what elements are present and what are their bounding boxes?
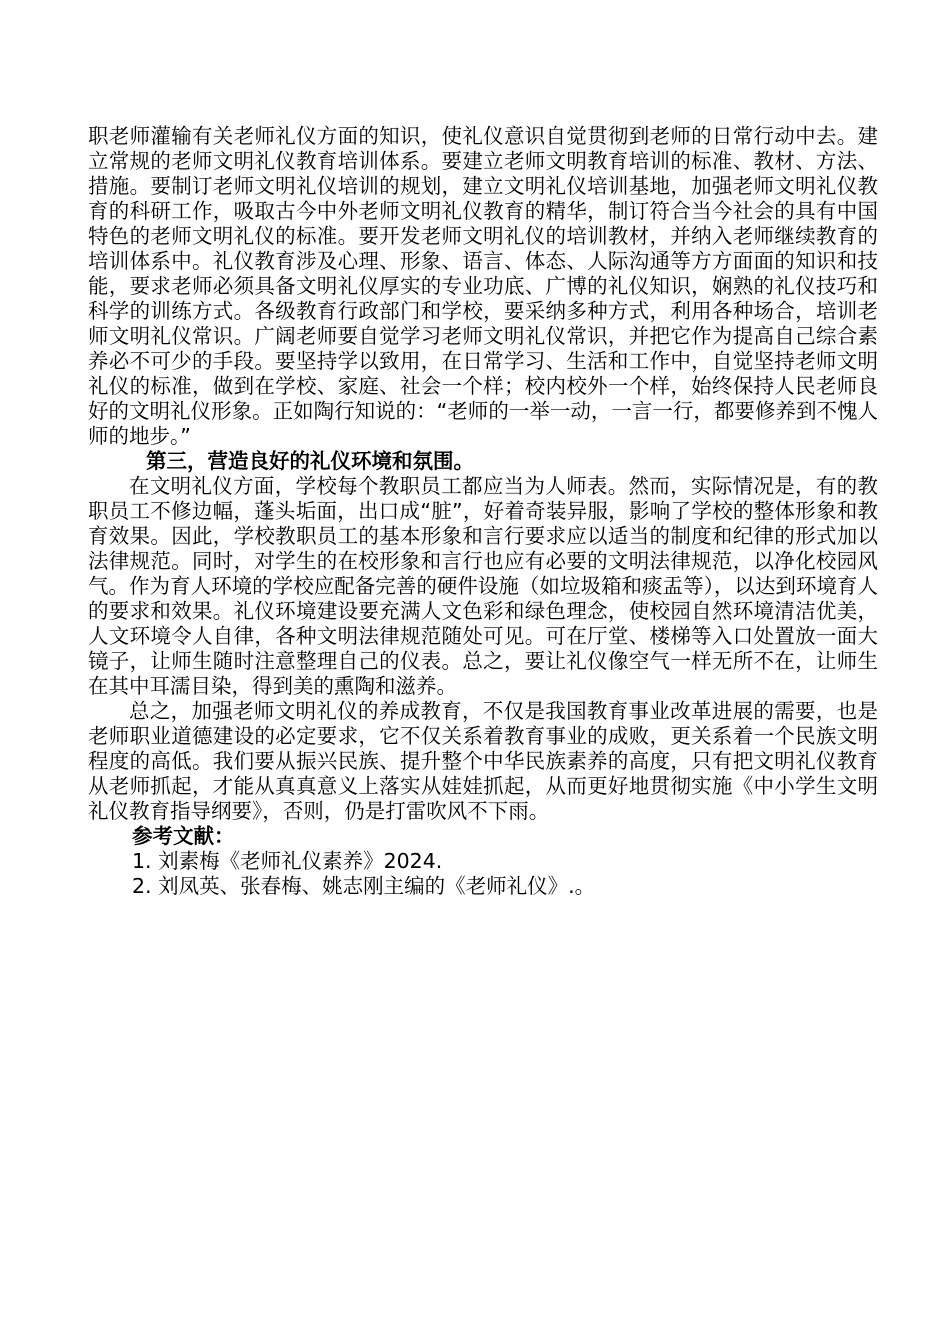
body-paragraph-2: 在文明礼仪方面，学校每个教职员工都应当为人师表。然而，实际情况是，有的教职员工不修边幅，蓬头垢面，出口成“脏”，好着奇装异服，影响了学校的整体形象和教育效果。因此，学校教职员工的基本形象和言行要求应以适当的制度和纪律的形式加以法律规范。同时，对学生的在校形象和言行也应有必要的文明法律规范，以净化校园风气。作为育人环境的学校应配备完善的硬件设施（如垃圾箱和痰盂等），以达到环境育人的要求和效果。礼仪环境建设要充满人文色彩和绿色理念，使校园自然环境清洁优美，人文环境令人自律，各种文明法律规范随处可见。可在厅堂、楼梯等入口处置放一面大镜子，让师生随时注意整理自己的仪表。总之，要让礼仪像空气一样无所不在，让师生在其中耳濡目染，得到美的熏陶和滋养。 (88, 474, 878, 698)
reference-item-2: 2. 刘凤英、张春梅、姚志刚主编的《老师礼仪》.。 (132, 874, 596, 898)
document-page (88, 124, 878, 899)
body-paragraph-1: 职老师灌输有关老师礼仪方面的知识，使礼仪意识自觉贯彻到老师的日常行动中去。建立常规的老师文明礼仪教育培训体系。要建立老师文明教育培训的标准、教材、方法、措施。要制订老师文明礼仪培训的规划，建立文明礼仪培训基地，加强老师文明礼仪教育的科研工作，吸取古今中外老师文明礼仪教育的精华，制订符合当今社会的具有中国特色的老师文明礼仪的标准。要开发老师文明礼仪的培训教材，并纳入老师继续教育的培训体系中。礼仪教育涉及心理、形象、语言、体态、人际沟通等方方面面的知识和技能，要求老师必须具备文明礼仪厚实的专业功底、广博的礼仪知识，娴熟的礼仪技巧和科学的训练方式。各级教育行政部门和学校，要采纳多种方式，利用各种场合，培训老师文明礼仪常识。广阔老师要自觉学习老师文明礼仪常识，并把它作为提高自己综合素养必不可少的手段。要坚持学以致用，在日常学习、生活和工作中，自觉坚持老师文明礼仪的标准，做到在学校、家庭、社会一个样；校内校外一个样，始终保持人民老师良好的文明礼仪形象。正如陶行知说的：“老师的一举一动，一言一行，都要修养到不愧人师的地步。” (88, 124, 878, 448)
body-paragraph-3: 总之，加强老师文明礼仪的养成教育，不仅是我国教育事业改革进展的需要，也是老师职业道德建设的必定要求，它不仅关系着教育事业的成败，更关系着一个民族文明程度的高低。我们要从振兴民族、提升整个中华民族素养的高度，只有把文明礼仪教育从老师抓起，才能从真真意义上落实从娃娃抓起，从而更好地贯彻实施《中小学生文明礼仪教育指导纲要》，否则，仍是打雷吹风不下雨。 (88, 699, 878, 823)
section-heading-3: 第三，营造良好的礼仪环境和氛围。 (146, 449, 474, 473)
references-title: 参考文献： (132, 824, 235, 848)
reference-item-1: 1. 刘素梅《老师礼仪素养》2024. (132, 849, 443, 873)
